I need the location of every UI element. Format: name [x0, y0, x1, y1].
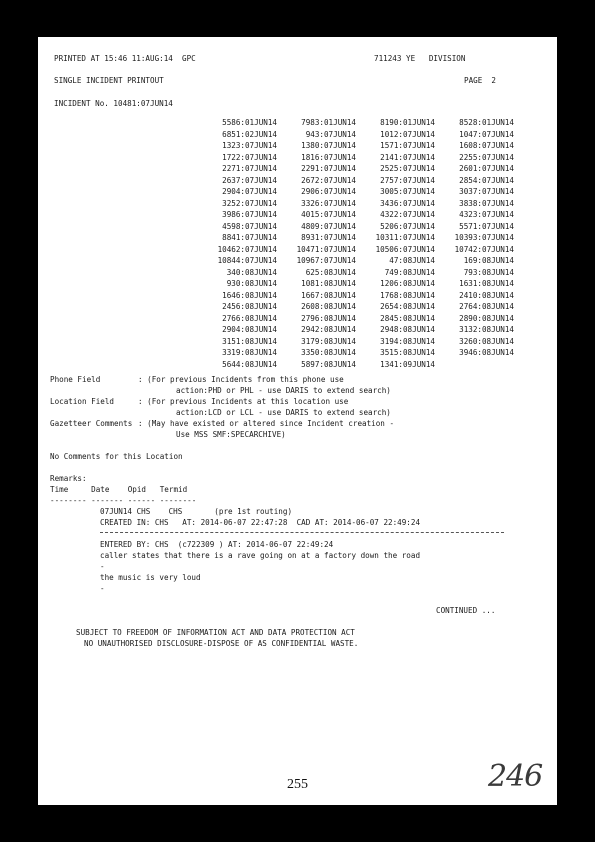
- reference-cell: 749:08JUN14: [384, 267, 435, 277]
- location-field-label: Location Field: [50, 397, 115, 406]
- reference-cell: 3179:08JUN14: [301, 336, 356, 346]
- reference-row: [198, 186, 514, 198]
- reference-cell: 625:08JUN14: [305, 267, 356, 277]
- reference-row: [198, 290, 514, 302]
- reference-row: [198, 140, 514, 152]
- reference-cell: 8190:01JUN14: [380, 118, 435, 127]
- no-comments-text: No Comments for this Location: [50, 452, 183, 461]
- reference-cell: 1768:08JUN14: [380, 290, 435, 300]
- reference-cell: 5206:07JUN14: [380, 221, 435, 231]
- reference-row: [198, 359, 514, 371]
- reference-cell: 1722:07JUN14: [222, 152, 277, 162]
- page-label: PAGE 2: [464, 76, 497, 85]
- reference-row: [198, 313, 514, 325]
- phone-field-line2: action:PHD or PHL - use DARIS to extend search): [176, 386, 391, 395]
- reference-cell: 2764:08JUN14: [459, 302, 514, 311]
- reference-cell: 340:08JUN14: [226, 267, 277, 277]
- reference-cell: 2654:08JUN14: [380, 302, 435, 311]
- remark-entered-line: ENTERED BY: CHS (c722309 ) AT: 2014-06-07 22:49:24: [100, 540, 334, 549]
- reference-cell: 1608:07JUN14: [459, 141, 514, 150]
- document-page: [38, 37, 557, 805]
- reference-cell: 3350:08JUN14: [301, 348, 356, 357]
- reference-cell: 2890:08JUN14: [459, 313, 514, 323]
- location-field-line1: : (For previous Incidents at this location use: [138, 397, 349, 406]
- reference-cell: 2906:07JUN14: [301, 187, 356, 196]
- gazetteer-line1: : (May have existed or altered since Incident creation -: [138, 419, 395, 428]
- reference-row: [198, 163, 514, 175]
- reference-cell: 2271:07JUN14: [222, 164, 277, 173]
- reference-cell: 2608:08JUN14: [301, 302, 356, 311]
- reference-cell: 3132:08JUN14: [459, 325, 514, 334]
- reference-row: [198, 117, 514, 129]
- reference-cell: 10506:07JUN14: [375, 244, 435, 254]
- reference-row: [198, 244, 514, 256]
- reference-row: [198, 221, 514, 233]
- reference-cell: 1380:07JUN14: [301, 141, 356, 150]
- reference-cell: 5644:08JUN14: [222, 359, 277, 369]
- reference-cell: 7983:01JUN14: [301, 118, 356, 127]
- location-field-line2: action:LCD or LCL - use DARIS to extend search): [176, 408, 391, 417]
- remark-text-line2: the music is very loud: [100, 573, 201, 582]
- separator-rule: [100, 532, 504, 533]
- reference-cell: 10393:07JUN14: [454, 233, 514, 242]
- reference-cell: 3252:07JUN14: [222, 198, 277, 208]
- reference-cell: 10844:07JUN14: [217, 256, 277, 265]
- reference-cell: 1341:09JUN14: [380, 359, 435, 369]
- remark-text-line1: caller states that there is a rave going on at a factory down the road: [100, 551, 421, 560]
- reference-cell: 4322:07JUN14: [380, 210, 435, 219]
- reference-cell: 5897:08JUN14: [301, 359, 356, 369]
- remarks-label: Remarks:: [50, 474, 87, 483]
- reference-cell: 3005:07JUN14: [380, 187, 435, 196]
- phone-field-line1: : (For previous Incidents from this phone use: [138, 375, 344, 384]
- reference-cell: 2948:08JUN14: [380, 325, 435, 334]
- reference-row: [198, 347, 514, 359]
- reference-cell: 8931:07JUN14: [301, 233, 356, 242]
- reference-cell: 2410:08JUN14: [459, 290, 514, 300]
- printed-line: PRINTED AT 15:46 11:AUG:14 GPC: [54, 54, 196, 63]
- gazetteer-line2: Use MSS SMF:SPECARCHIVE): [176, 430, 286, 439]
- reference-row: [198, 232, 514, 244]
- remarks-columns: Time Date Opid Termid: [50, 485, 188, 494]
- reference-cell: 1571:07JUN14: [380, 141, 435, 150]
- division-line: 711243 YE DIVISION: [374, 54, 466, 63]
- reference-cell: 5571:07JUN14: [459, 221, 514, 231]
- reference-cell: 1323:07JUN14: [222, 141, 277, 150]
- reference-cell: 3260:08JUN14: [459, 336, 514, 346]
- reference-cell: 2845:08JUN14: [380, 313, 435, 323]
- reference-cell: 943:07JUN14: [305, 129, 356, 139]
- printout-title: SINGLE INCIDENT PRINTOUT: [54, 76, 164, 85]
- handwritten-page-number: 246: [488, 759, 543, 794]
- reference-cell: 930:08JUN14: [226, 279, 277, 288]
- foi-notice-line2: NO UNAUTHORISED DISCLOSURE-DISPOSE OF AS CONFIDENTIAL WASTE.: [84, 639, 359, 648]
- reference-cell: 169:08JUN14: [463, 256, 514, 265]
- foi-notice-line1: SUBJECT TO FREEDOM OF INFORMATION ACT AND DATA PROTECTION ACT: [76, 628, 355, 637]
- reference-cell: 2757:07JUN14: [380, 175, 435, 185]
- remarks-dashes: -------- ------- ------ --------: [50, 496, 197, 505]
- reference-cell: 4015:07JUN14: [301, 210, 356, 219]
- reference-cell: 1667:08JUN14: [301, 290, 356, 300]
- reference-cell: 2525:07JUN14: [380, 164, 435, 173]
- reference-cell: 1631:08JUN14: [459, 279, 514, 288]
- reference-cell: 10311:07JUN14: [375, 233, 435, 242]
- reference-cell: 3194:08JUN14: [380, 336, 435, 346]
- remark-entry-line: 07JUN14 CHS CHS (pre 1st routing): [100, 507, 293, 516]
- reference-cell: 3986:07JUN14: [222, 210, 277, 219]
- remark-created-line: CREATED IN: CHS AT: 2014-06-07 22:47:28 CAD AT: 2014-06-07 22:49:24: [100, 518, 421, 527]
- reference-cell: 1081:08JUN14: [301, 279, 356, 288]
- reference-row: [198, 301, 514, 313]
- continued-label: CONTINUED ...: [436, 606, 496, 615]
- reference-row: [198, 255, 514, 267]
- incident-reference-table: [198, 117, 514, 370]
- reference-cell: 4598:07JUN14: [222, 221, 277, 231]
- reference-cell: 1012:07JUN14: [380, 129, 435, 139]
- reference-cell: 1646:08JUN14: [222, 290, 277, 300]
- reference-cell: 10742:07JUN14: [454, 244, 514, 254]
- reference-cell: 2637:07JUN14: [222, 175, 277, 185]
- reference-cell: 4809:07JUN14: [301, 221, 356, 231]
- reference-cell: 3838:07JUN14: [459, 198, 514, 208]
- reference-cell: 2796:08JUN14: [301, 313, 356, 323]
- reference-cell: 6851:02JUN14: [222, 129, 277, 139]
- reference-cell: 10462:07JUN14: [217, 244, 277, 254]
- reference-cell: 3326:07JUN14: [301, 198, 356, 208]
- reference-cell: 2854:07JUN14: [459, 175, 514, 185]
- gazetteer-label: Gazetteer Comments: [50, 419, 133, 428]
- reference-row: [198, 175, 514, 187]
- incident-number: INCIDENT No. 10481:07JUN14: [54, 99, 173, 108]
- reference-cell: 3946:08JUN14: [459, 348, 514, 357]
- reference-row: [198, 129, 514, 141]
- reference-row: [198, 336, 514, 348]
- reference-cell: 1047:07JUN14: [459, 129, 514, 139]
- reference-cell: 47:08JUN14: [389, 256, 435, 265]
- remark-dash2: -: [100, 584, 105, 593]
- reference-cell: 2291:07JUN14: [301, 164, 356, 173]
- reference-cell: 8841:07JUN14: [222, 233, 277, 242]
- reference-cell: 2904:08JUN14: [222, 325, 277, 334]
- reference-row: [198, 198, 514, 210]
- reference-cell: 1206:08JUN14: [380, 279, 435, 288]
- reference-cell: 3151:08JUN14: [222, 336, 277, 346]
- reference-cell: 4323:07JUN14: [459, 210, 514, 219]
- reference-cell: 3037:07JUN14: [459, 187, 514, 196]
- reference-row: [198, 152, 514, 164]
- reference-cell: 2904:07JUN14: [222, 187, 277, 196]
- reference-cell: 793:08JUN14: [463, 267, 514, 277]
- reference-cell: [435, 359, 514, 371]
- phone-field-label: Phone Field: [50, 375, 101, 384]
- reference-cell: 2601:07JUN14: [459, 164, 514, 173]
- reference-cell: 2456:08JUN14: [222, 302, 277, 311]
- reference-row: [198, 267, 514, 279]
- remark-dash1: -: [100, 562, 105, 571]
- reference-cell: 5586:01JUN14: [222, 118, 277, 127]
- reference-cell: 2141:07JUN14: [380, 152, 435, 162]
- reference-row: [198, 278, 514, 290]
- reference-cell: 3436:07JUN14: [380, 198, 435, 208]
- reference-cell: 2942:08JUN14: [301, 325, 356, 334]
- reference-cell: 10471:07JUN14: [296, 244, 356, 254]
- reference-cell: 2766:08JUN14: [222, 313, 277, 323]
- reference-row: [198, 324, 514, 336]
- reference-cell: 3319:08JUN14: [222, 348, 277, 357]
- reference-cell: 2672:07JUN14: [301, 175, 356, 185]
- reference-cell: 2255:07JUN14: [459, 152, 514, 162]
- reference-cell: 3515:08JUN14: [380, 348, 435, 357]
- reference-cell: 8528:01JUN14: [459, 118, 514, 127]
- reference-row: [198, 209, 514, 221]
- reference-cell: 1816:07JUN14: [301, 152, 356, 162]
- page-number: 255: [287, 777, 308, 792]
- reference-cell: 10967:07JUN14: [296, 256, 356, 265]
